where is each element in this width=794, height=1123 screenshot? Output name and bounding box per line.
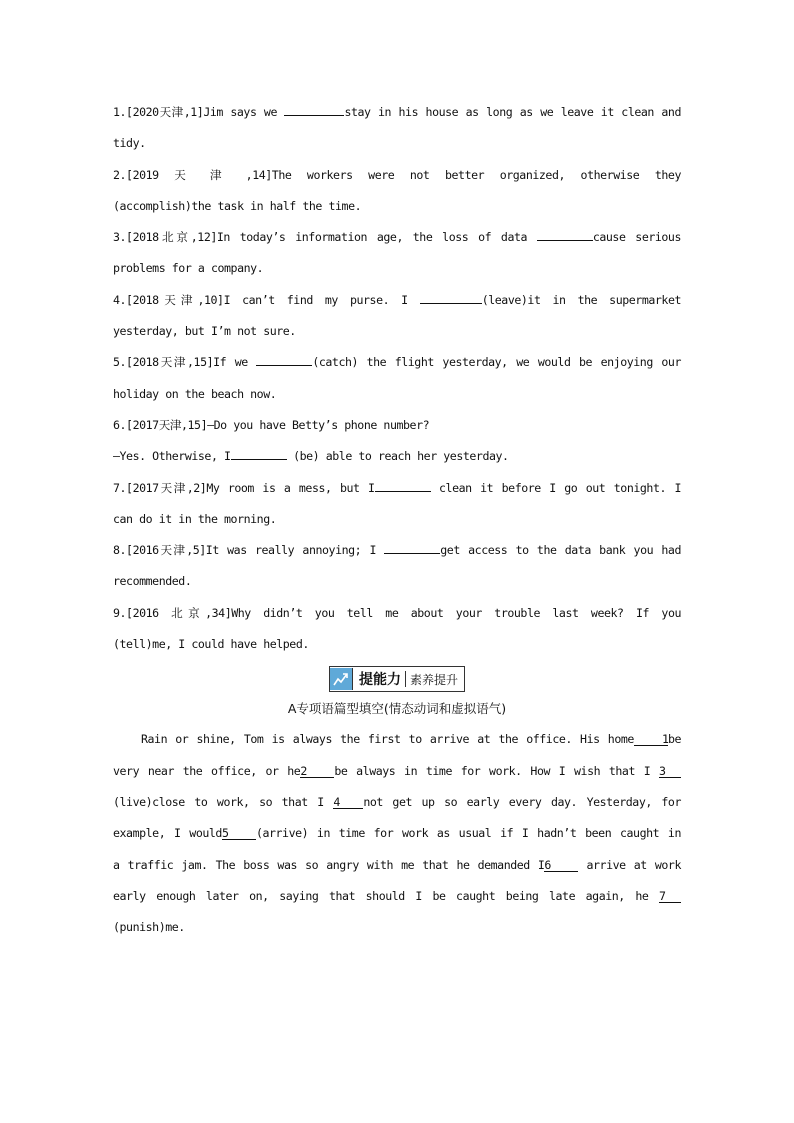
question-5-cont: holiday on the beach now. (113, 386, 277, 401)
question-3: 3.[2018北京,12]In today’s information age, the loss of data cause serious (113, 230, 681, 245)
question-7: 7.[2017天津,2]My room is a mess, but I clean it before I go out tonight. I (113, 480, 681, 495)
banner-main-label: 提能力 (358, 672, 401, 689)
passage-line-3: (live)close to work, so that I 4 not get up so early every day. Yesterday, for (113, 794, 681, 809)
blank-num-3[interactable]: 3 (659, 765, 681, 778)
passage-line-1: Rain or shine, Tom is always the first to arrive at the office. His home 1be (141, 732, 681, 747)
question-9-cont: (tell)me, I could have helped. (113, 637, 309, 652)
question-4: 4.[2018天津,10]I can’t find my purse. I (leave)it in the supermarket (113, 292, 682, 307)
question-2-cont: (accomplish)the task in half the time. (113, 198, 362, 213)
blank-7[interactable] (375, 491, 431, 492)
banner-sub-label: 素养提升 (409, 672, 458, 687)
blank-num-1[interactable]: 1 (634, 733, 668, 746)
worksheet-page (113, 97, 681, 943)
question-7-cont: can do it in the morning. (113, 511, 277, 526)
passage-line-2: very near the office, or he2 be always in time for work. How I wish that I 3 (113, 756, 681, 787)
blank-num-2[interactable]: 2 (300, 765, 334, 778)
blank-6[interactable] (231, 459, 287, 460)
blank-4[interactable] (420, 303, 482, 304)
question-5: 5.[2018天津,15]If we (catch) the flight yesterday, we would be enjoying our (113, 355, 681, 370)
blank-8[interactable] (384, 553, 440, 554)
passage-line-4: example, I would5 (arrive) in time for work as usual if I hadn’t been caught in (113, 826, 681, 841)
cloze-passage (113, 724, 681, 943)
blank-num-5[interactable]: 5 (222, 827, 256, 840)
blank-num-6[interactable]: 6 (544, 859, 578, 872)
question-8: 8.[2016天津,5]It was really annoying; I get access to the data bank you had (113, 543, 681, 558)
question-6: 6.[2017天津,15]—Do you have Betty’s phone number? (113, 417, 430, 432)
blank-num-4[interactable]: 4 (333, 796, 363, 809)
question-4-cont: yesterday, but I’m not sure. (113, 324, 296, 339)
section-banner-wrap (113, 666, 681, 692)
question-8-cont: recommended. (113, 574, 192, 589)
blank-3[interactable] (537, 240, 593, 241)
blank-1[interactable] (284, 115, 344, 116)
section-banner (329, 666, 465, 692)
question-6-answer: —Yes. Otherwise, I (be) able to reach her yesterday. (113, 449, 509, 464)
question-1: 1.[2020天津,1]Jim says we stay in his house as long as we leave it clean and (113, 105, 681, 119)
blank-5[interactable] (256, 365, 312, 366)
passage-line-5: a traffic jam. The boss was so angry with me that he demanded I6 arrive at work (113, 857, 681, 872)
passage-line-7: (punish)me. (113, 920, 185, 935)
passage-line-6: early enough later on, saying that should I be caught being late again, he 7 (113, 881, 681, 912)
blank-num-7[interactable]: 7 (659, 890, 681, 903)
question-1-cont: tidy. (113, 136, 146, 151)
question-9: 9.[2016 北京,34]Why didn’t you tell me about your trouble last week? If you (113, 605, 681, 620)
question-3-cont: problems for a company. (113, 261, 264, 276)
chart-up-icon (330, 668, 353, 690)
question-2: 2.[2019 天 津 ,14]The workers were not better organized, otherwise they (113, 167, 681, 182)
section-title: A专项语篇型填空(情态动词和虚拟语气) (287, 701, 507, 717)
